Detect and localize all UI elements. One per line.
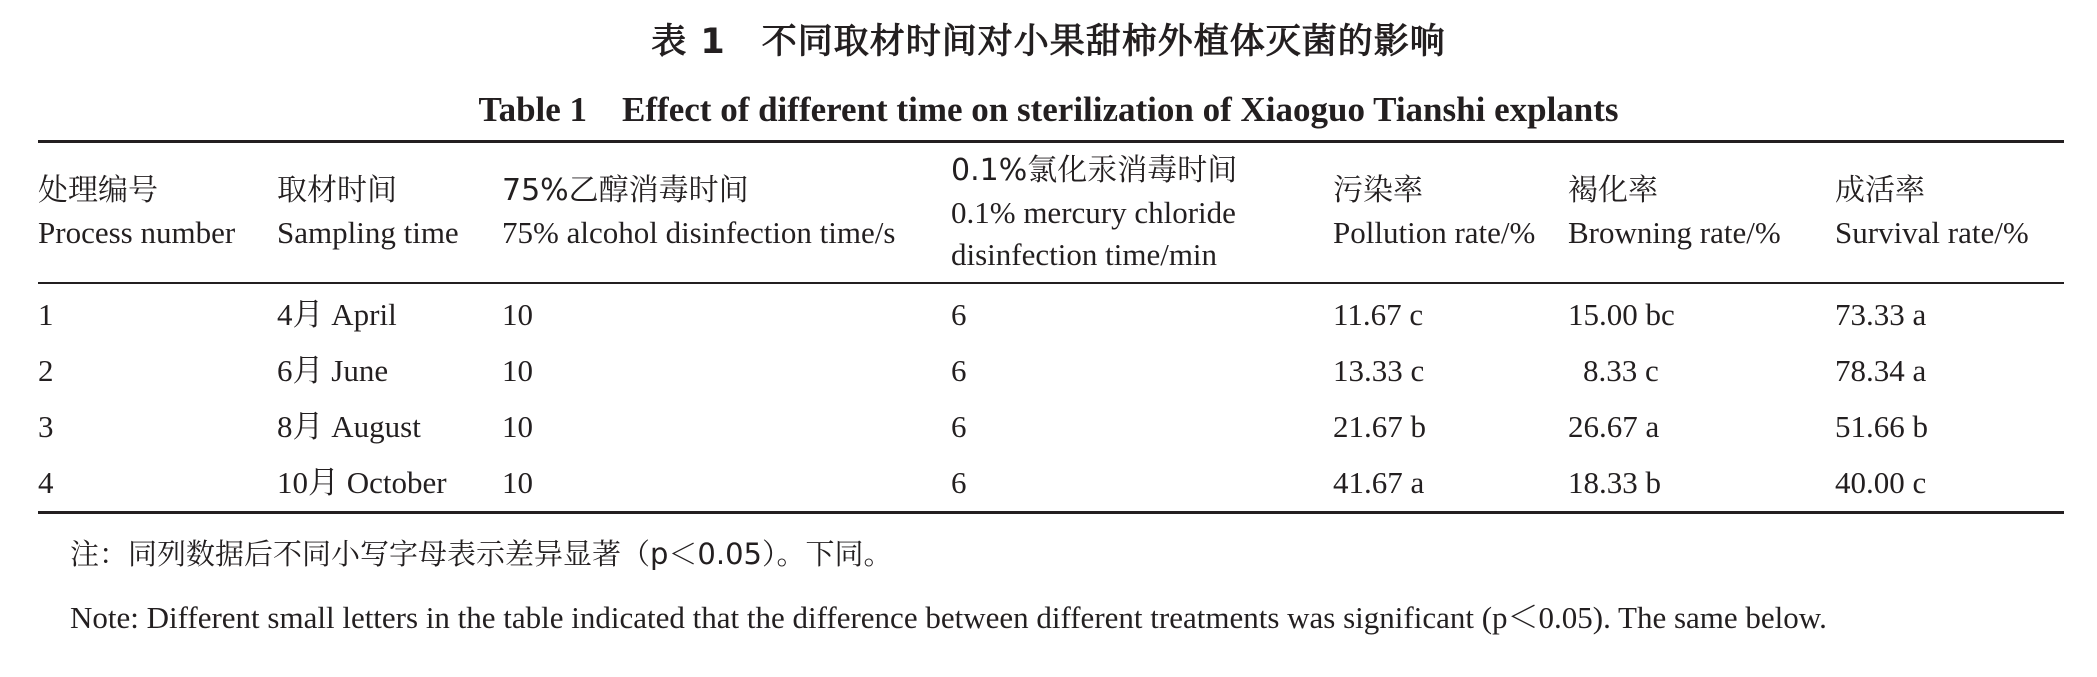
table-note-english: Note: Different small letters in the table indicated that the difference between different treatments was significant (p＜0.05). The same below. <box>70 600 1827 635</box>
cell-alcohol-time: 10 <box>502 465 533 500</box>
cell-survival-rate: 73.33 a <box>1835 297 1927 332</box>
cell-survival-rate: 78.34 a <box>1835 353 1927 388</box>
table-top-rule <box>38 140 2064 143</box>
table-title-chinese: 表 1 不同取材时间对小果甜柿外植体灭菌的影响 <box>651 22 1446 62</box>
cell-process-number: 2 <box>38 353 54 388</box>
table-header-rule <box>38 282 2064 284</box>
cell-mercury-time: 6 <box>951 353 967 388</box>
cell-browning-rate: 8.33 c <box>1583 353 1659 388</box>
header-pollution-rate: 污染率 Pollution rate/% <box>1333 173 1536 250</box>
cell-mercury-time: 6 <box>951 465 967 500</box>
header-survival-rate: 成活率 Survival rate/% <box>1835 173 2029 250</box>
header-sampling-time: 取材时间 Sampling time <box>277 173 459 250</box>
cell-sampling-time: 4月 April <box>277 297 397 332</box>
cell-pollution-rate: 21.67 b <box>1333 409 1426 444</box>
cell-browning-rate: 26.67 a <box>1568 409 1660 444</box>
cell-sampling-time: 6月 June <box>277 353 389 388</box>
cell-browning-rate: 15.00 bc <box>1568 297 1675 332</box>
table-title-english: Table 1 Effect of different time on sterilization of Xiaoguo Tianshi explants <box>478 90 1619 129</box>
table-bottom-rule <box>38 511 2064 514</box>
header-alcohol-time: 75%乙醇消毒时间 75% alcohol disinfection time/s <box>502 173 896 250</box>
cell-pollution-rate: 41.67 a <box>1333 465 1425 500</box>
cell-mercury-time: 6 <box>951 297 967 332</box>
header-mercury-chloride-time: 0.1%氯化汞消毒时间 0.1% mercury chloride disinfection time/min <box>951 153 1238 272</box>
cell-process-number: 3 <box>38 409 54 444</box>
cell-alcohol-time: 10 <box>502 409 533 444</box>
cell-pollution-rate: 11.67 c <box>1333 297 1424 332</box>
cell-process-number: 4 <box>38 465 54 500</box>
cell-process-number: 1 <box>38 297 54 332</box>
table-note-chinese: 注：同列数据后不同小写字母表示差异显著（p＜0.05）。下同。 <box>70 537 893 571</box>
cell-survival-rate: 40.00 c <box>1835 465 1927 500</box>
cell-alcohol-time: 10 <box>502 297 533 332</box>
cell-browning-rate: 18.33 b <box>1568 465 1661 500</box>
cell-sampling-time: 8月 August <box>277 409 421 444</box>
header-browning-rate: 褐化率 Browning rate/% <box>1568 173 1781 250</box>
cell-pollution-rate: 13.33 c <box>1333 353 1425 388</box>
cell-alcohol-time: 10 <box>502 353 533 388</box>
header-process-number: 处理编号 Process number <box>38 173 236 250</box>
cell-sampling-time: 10月 October <box>277 465 447 500</box>
cell-mercury-time: 6 <box>951 409 967 444</box>
cell-survival-rate: 51.66 b <box>1835 409 1928 444</box>
